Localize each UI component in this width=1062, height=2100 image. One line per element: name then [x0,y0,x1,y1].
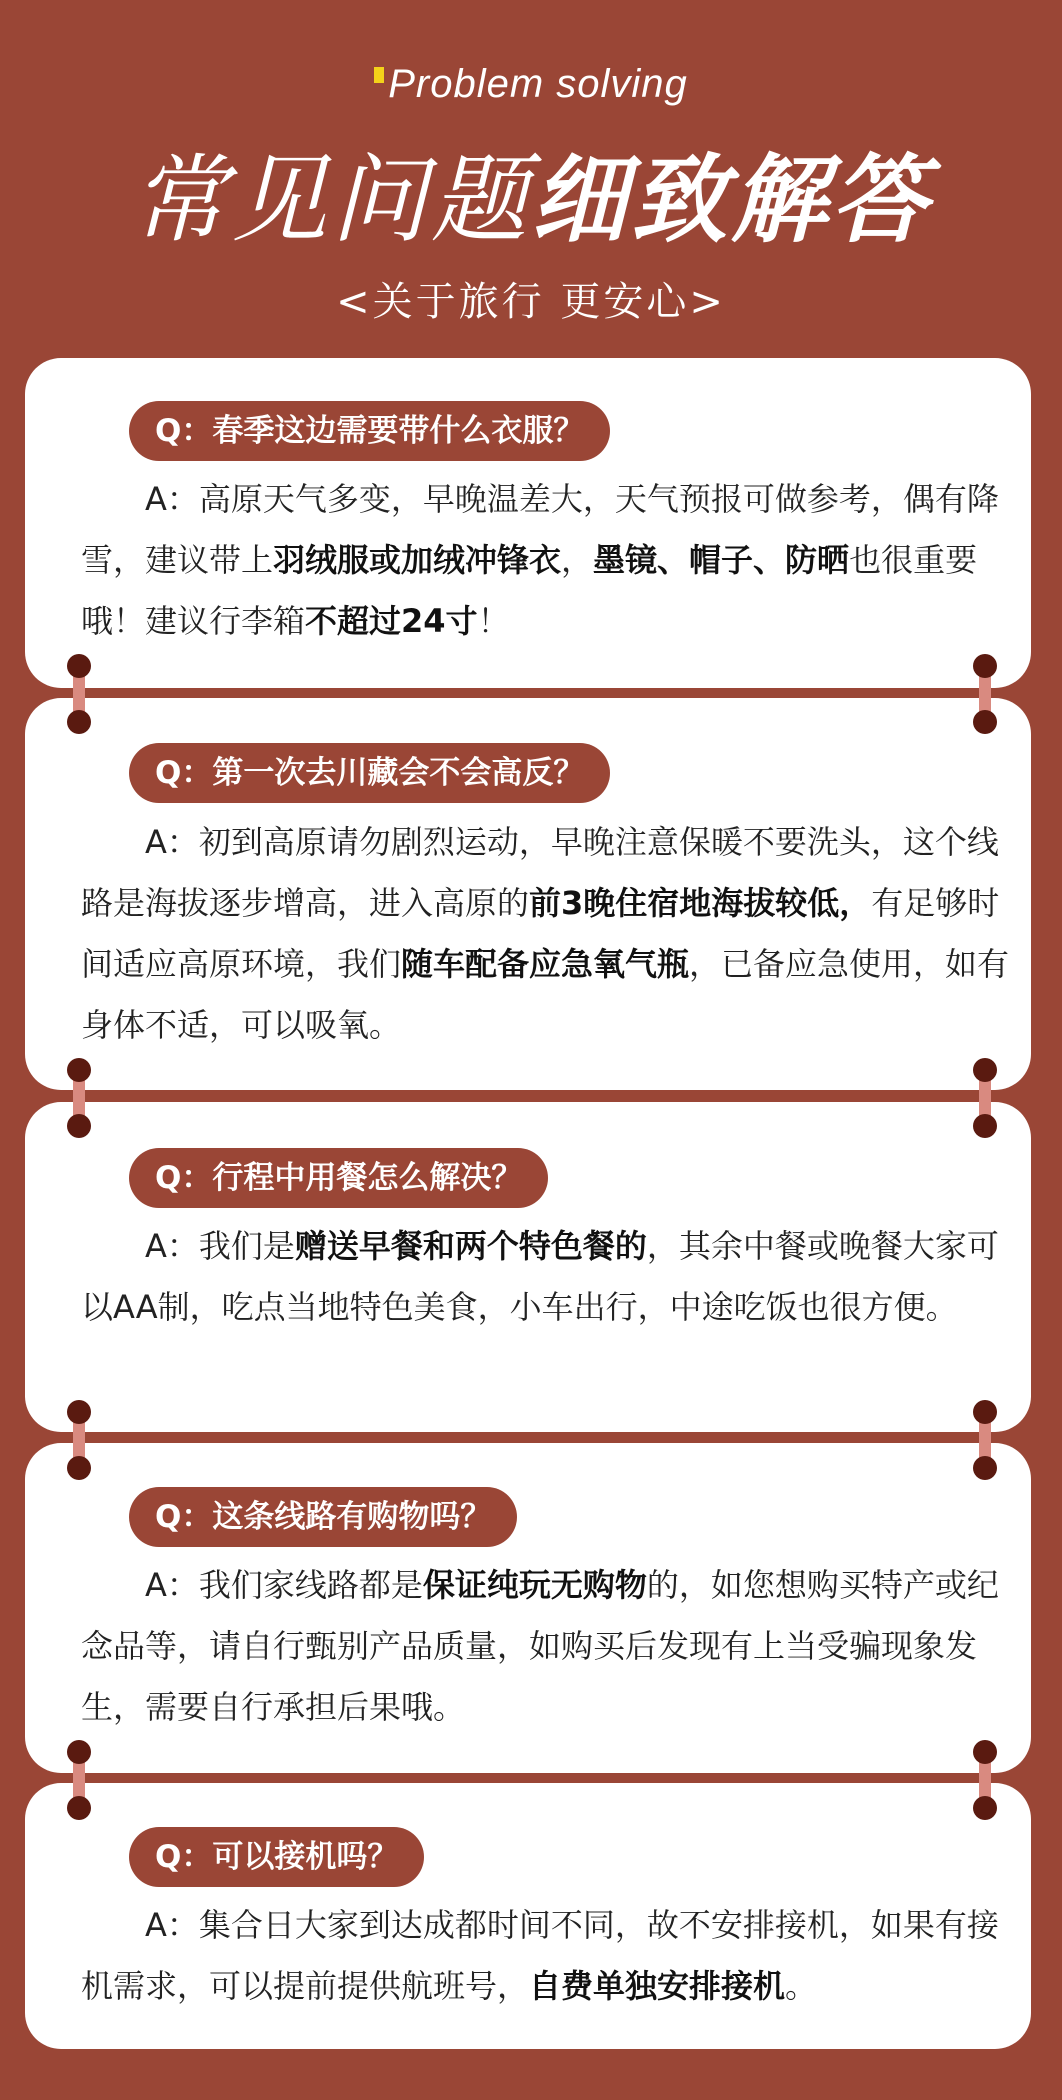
answer-text: ，已备应急使用，如有身体不适，可以吸氧。 [81,945,1010,1044]
answer-highlight: 羽绒服或加绒冲锋衣 [273,541,562,579]
answer-text: A：我们是 [145,1227,295,1265]
answer-highlight: 自费单独安排接机 [529,1967,786,2005]
answer-text: ，其余中餐或晚餐大家可以AA制，吃点当地特色美食，小车出行，中途吃饭也很方便。 [81,1227,999,1326]
answer-text: A：初到高原请勿剧烈运动，早晚注意保暖不要洗头，这个线路是海拔逐步增高，进入高原的 [81,823,999,922]
answer-text: 的，如您想购买特产或纪念品等，请自行甄别产品质量，如购买后发现有上当受骗现象发生，需要自行承担后果哦。 [81,1566,999,1726]
binder-ring-icon [64,1400,94,1480]
faq-question-4: Q：这条线路有购物吗？ [129,1487,517,1547]
title-bold: 细致解答 [531,144,931,256]
faq-answer-3 [81,1216,1021,1338]
tagline: <关于旅行 更安心> [336,279,726,325]
faq-card-4 [25,1443,1031,1773]
binder-ring-icon [64,1058,94,1138]
faq-answer-2 [81,812,1021,1056]
answer-text: 也很重要哦！建议行李箱 [81,541,978,640]
answer-highlight: 随车配备应急氧气瓶 [401,945,690,983]
faq-answer-1 [81,469,1021,652]
binder-ring-icon [64,1740,94,1820]
header-subtitle-en [0,62,1062,107]
answer-highlight: 不超过24寸 [305,602,478,640]
header [0,0,1062,350]
binder-ring-icon [970,1740,1000,1820]
subtitle-text: Problem solving [388,62,688,106]
binder-ring-icon [64,654,94,734]
answer-text: A：我们家线路都是 [145,1566,423,1604]
binder-ring-icon [970,654,1000,734]
answer-highlight: 墨镜、帽子、防晒 [593,541,850,579]
binder-ring-icon [970,1058,1000,1138]
faq-question-2: Q：第一次去川藏会不会高反？ [129,743,610,803]
faq-question-3: Q：行程中用餐怎么解决？ [129,1148,548,1208]
accent-mark-icon [374,67,384,83]
answer-highlight: 前3晚住宿地海拔较低， [529,884,872,922]
faq-answer-5 [81,1895,1021,2017]
faq-card-1 [25,358,1031,688]
answer-text: ， [561,541,594,579]
faq-answer-4 [81,1555,1021,1738]
answer-text: ！ [477,602,510,640]
faq-card-3 [25,1102,1031,1432]
answer-highlight: 赠送早餐和两个特色餐的 [294,1227,647,1265]
faq-card-2 [25,698,1031,1090]
answer-text: A：集合日大家到达成都时间不同，故不安排接机，如果有接机需求，可以提前提供航班号， [81,1906,999,2005]
faq-card-5 [25,1783,1031,2049]
answer-text: A：高原天气多变，早晚温差大，天气预报可做参考，偶有降雪，建议带上 [81,480,999,579]
answer-highlight: 保证纯玩无购物 [422,1566,647,1604]
faq-question-1: Q：春季这边需要带什么衣服？ [129,401,610,461]
answer-text: 有足够时间适应高原环境，我们 [81,884,1000,983]
binder-ring-icon [970,1400,1000,1480]
title-light: 常见问题 [131,144,531,256]
answer-text: 。 [785,1967,818,2005]
page-title [0,140,1062,260]
faq-question-5: Q：可以接机吗？ [129,1827,424,1887]
